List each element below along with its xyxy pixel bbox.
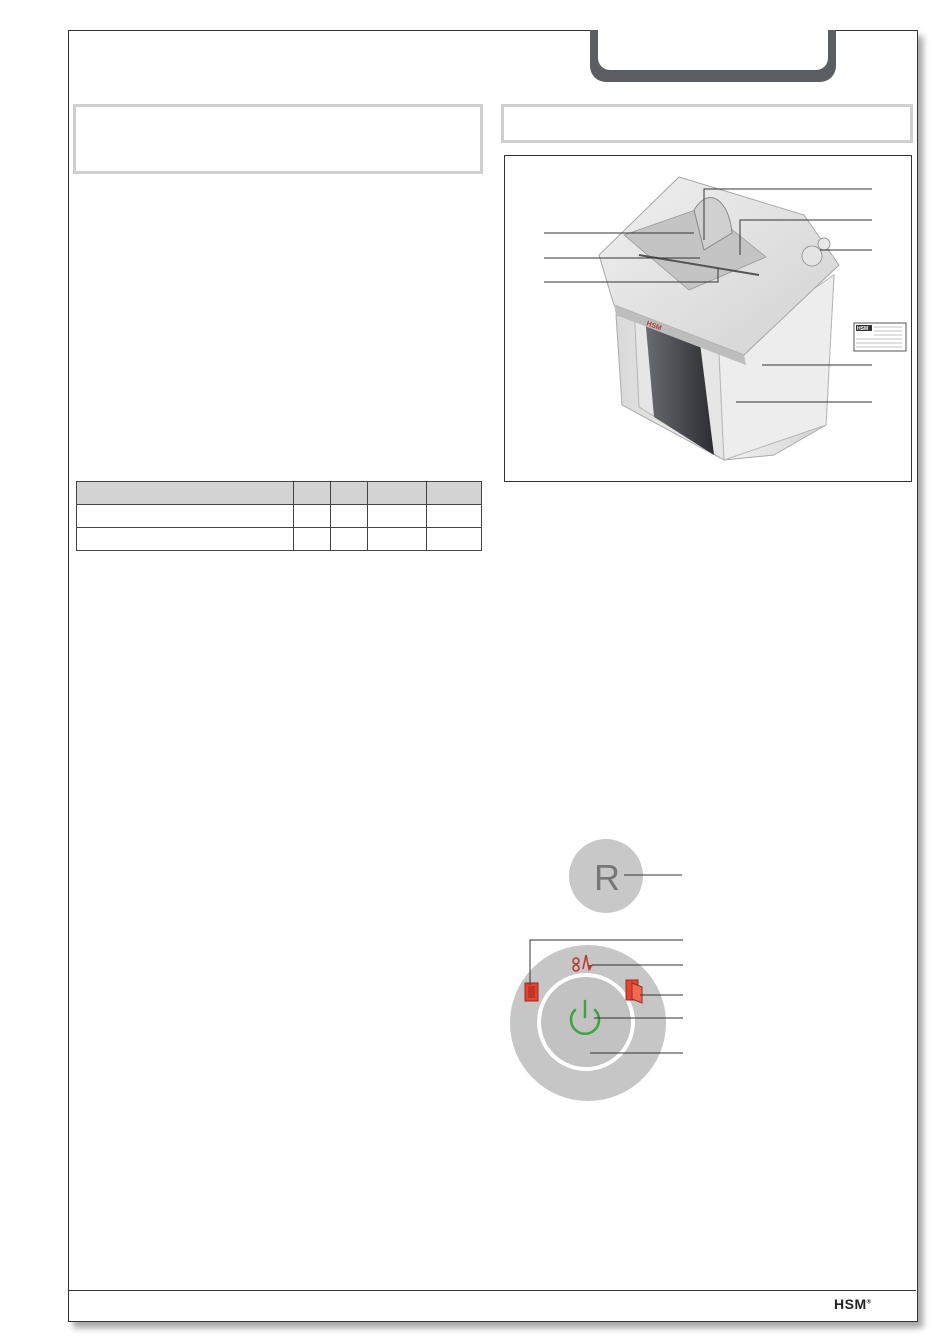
footer-logo-mark: ® [866,1299,872,1306]
power-button[interactable] [539,975,633,1069]
table-cell [77,528,294,551]
table-cell [427,505,482,528]
footer-rule [68,1290,916,1291]
reverse-button-label: R [594,857,620,898]
spec-table [76,481,482,551]
section-heading-box-right [501,104,913,143]
control-panel-diagram [500,925,690,1105]
table-cell [77,505,294,528]
table-cell [294,505,331,528]
table-cell [368,505,427,528]
table-cell [331,505,368,528]
rating-plate-brand: HSM [857,326,869,332]
table-header-cell [77,482,294,505]
table-row [77,528,482,551]
footer-logo [834,1296,872,1312]
bin-full-icon [525,983,538,1001]
table-header-row [77,482,482,505]
reverse-button-diagram [560,838,690,918]
table-cell [294,528,331,551]
shredder-brand-label: HSM [645,320,663,333]
table-header-cell [331,482,368,505]
table-header-cell [368,482,427,505]
table-cell [427,528,482,551]
table-cell [368,528,427,551]
table-cell [331,528,368,551]
footer-logo-text: HSM [834,1296,867,1312]
table-header-cell [294,482,331,505]
chapter-tab-inner [598,30,828,70]
shredder-illustration [504,155,910,480]
table-row [77,505,482,528]
section-heading-box-left [73,104,483,174]
table-header-cell [427,482,482,505]
